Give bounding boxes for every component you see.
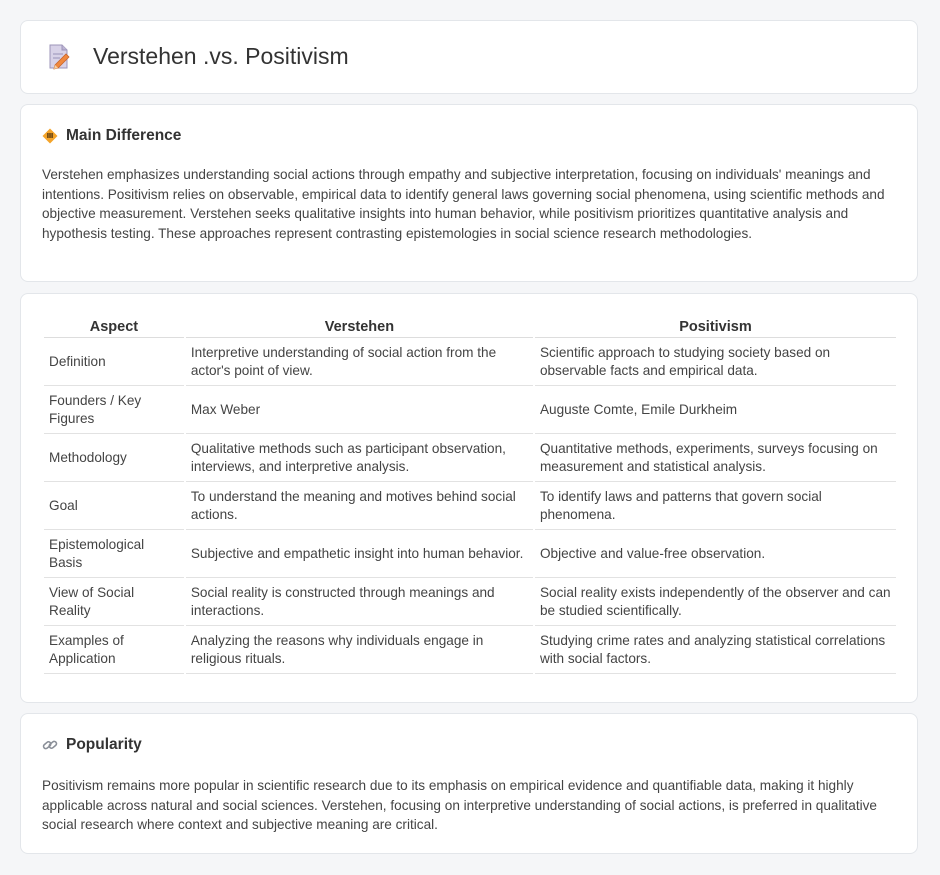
verstehen-cell: Subjective and empathetic insight into human behavior. xyxy=(186,530,533,578)
page-title: Verstehen .vs. Positivism xyxy=(93,43,349,69)
comparison-card xyxy=(20,293,918,703)
positivism-cell: Auguste Comte, Emile Durkheim xyxy=(535,386,896,434)
verstehen-cell: Qualitative methods such as participant observation, interviews, and interpretive analysis. xyxy=(186,434,533,482)
positivism-cell: Studying crime rates and analyzing statistical correlations with social factors. xyxy=(535,626,896,674)
aspect-cell: Definition xyxy=(44,338,184,386)
table-row xyxy=(44,530,896,578)
positivism-cell: Social reality exists independently of the observer and can be studied scientifically. xyxy=(535,578,896,626)
column-header-verstehen: Verstehen xyxy=(186,316,533,338)
comparison-table xyxy=(42,316,898,674)
table-row xyxy=(44,434,896,482)
verstehen-cell: Social reality is constructed through meanings and interactions. xyxy=(186,578,533,626)
aspect-cell: Examples of Application xyxy=(44,626,184,674)
popularity-card xyxy=(20,713,918,854)
document-pencil-icon xyxy=(47,44,71,70)
popularity-text: Positivism remains more popular in scientific research due to its emphasis on empirical evidence and quantifiable data, making it highly applicable across natural and social sciences. Verstehen, focusing on interpretive understanding of social actions, is preferred in qualitative social research where context and subjective meaning are critical. xyxy=(42,778,877,833)
verstehen-cell: Analyzing the reasons why individuals engage in religious rituals. xyxy=(186,626,533,674)
aspect-cell: Goal xyxy=(44,482,184,530)
column-header-aspect: Aspect xyxy=(44,316,184,338)
aspect-cell: Methodology xyxy=(44,434,184,482)
verstehen-cell: To understand the meaning and motives behind social actions. xyxy=(186,482,533,530)
table-row xyxy=(44,578,896,626)
diamond-warning-icon xyxy=(42,128,58,144)
positivism-cell: Quantitative methods, experiments, surveys focusing on measurement and statistical analysis. xyxy=(535,434,896,482)
table-row xyxy=(44,626,896,674)
main-difference-title: Main Difference xyxy=(66,127,182,144)
table-row xyxy=(44,482,896,530)
popularity-title: Popularity xyxy=(66,736,142,753)
verstehen-cell: Max Weber xyxy=(186,386,533,434)
aspect-cell: Founders / Key Figures xyxy=(44,386,184,434)
aspect-cell: Epistemological Basis xyxy=(44,530,184,578)
positivism-cell: To identify laws and patterns that govern social phenomena. xyxy=(535,482,896,530)
positivism-cell: Objective and value-free observation. xyxy=(535,530,896,578)
table-row xyxy=(44,338,896,386)
main-difference-card xyxy=(20,104,918,282)
table-row xyxy=(44,386,896,434)
positivism-cell: Scientific approach to studying society based on observable facts and empirical data. xyxy=(535,338,896,386)
aspect-cell: View of Social Reality xyxy=(44,578,184,626)
table-header-row xyxy=(44,316,896,338)
link-icon xyxy=(42,737,58,753)
verstehen-cell: Interpretive understanding of social action from the actor's point of view. xyxy=(186,338,533,386)
header-card xyxy=(20,20,918,94)
main-difference-text: Verstehen emphasizes understanding social actions through empathy and subjective interpretation, focusing on individuals' meanings and intentions. Positivism relies on observable, empirical data to identify general laws governing social phenomena, using scientific methods and objective measurement. Verstehen seeks qualitative insights into human behavior, while positivism prioritizes quantitative analysis and hypothesis testing. These approaches represent contrasting epistemologies in social science research methodologies. xyxy=(42,167,885,241)
column-header-positivism: Positivism xyxy=(535,316,896,338)
